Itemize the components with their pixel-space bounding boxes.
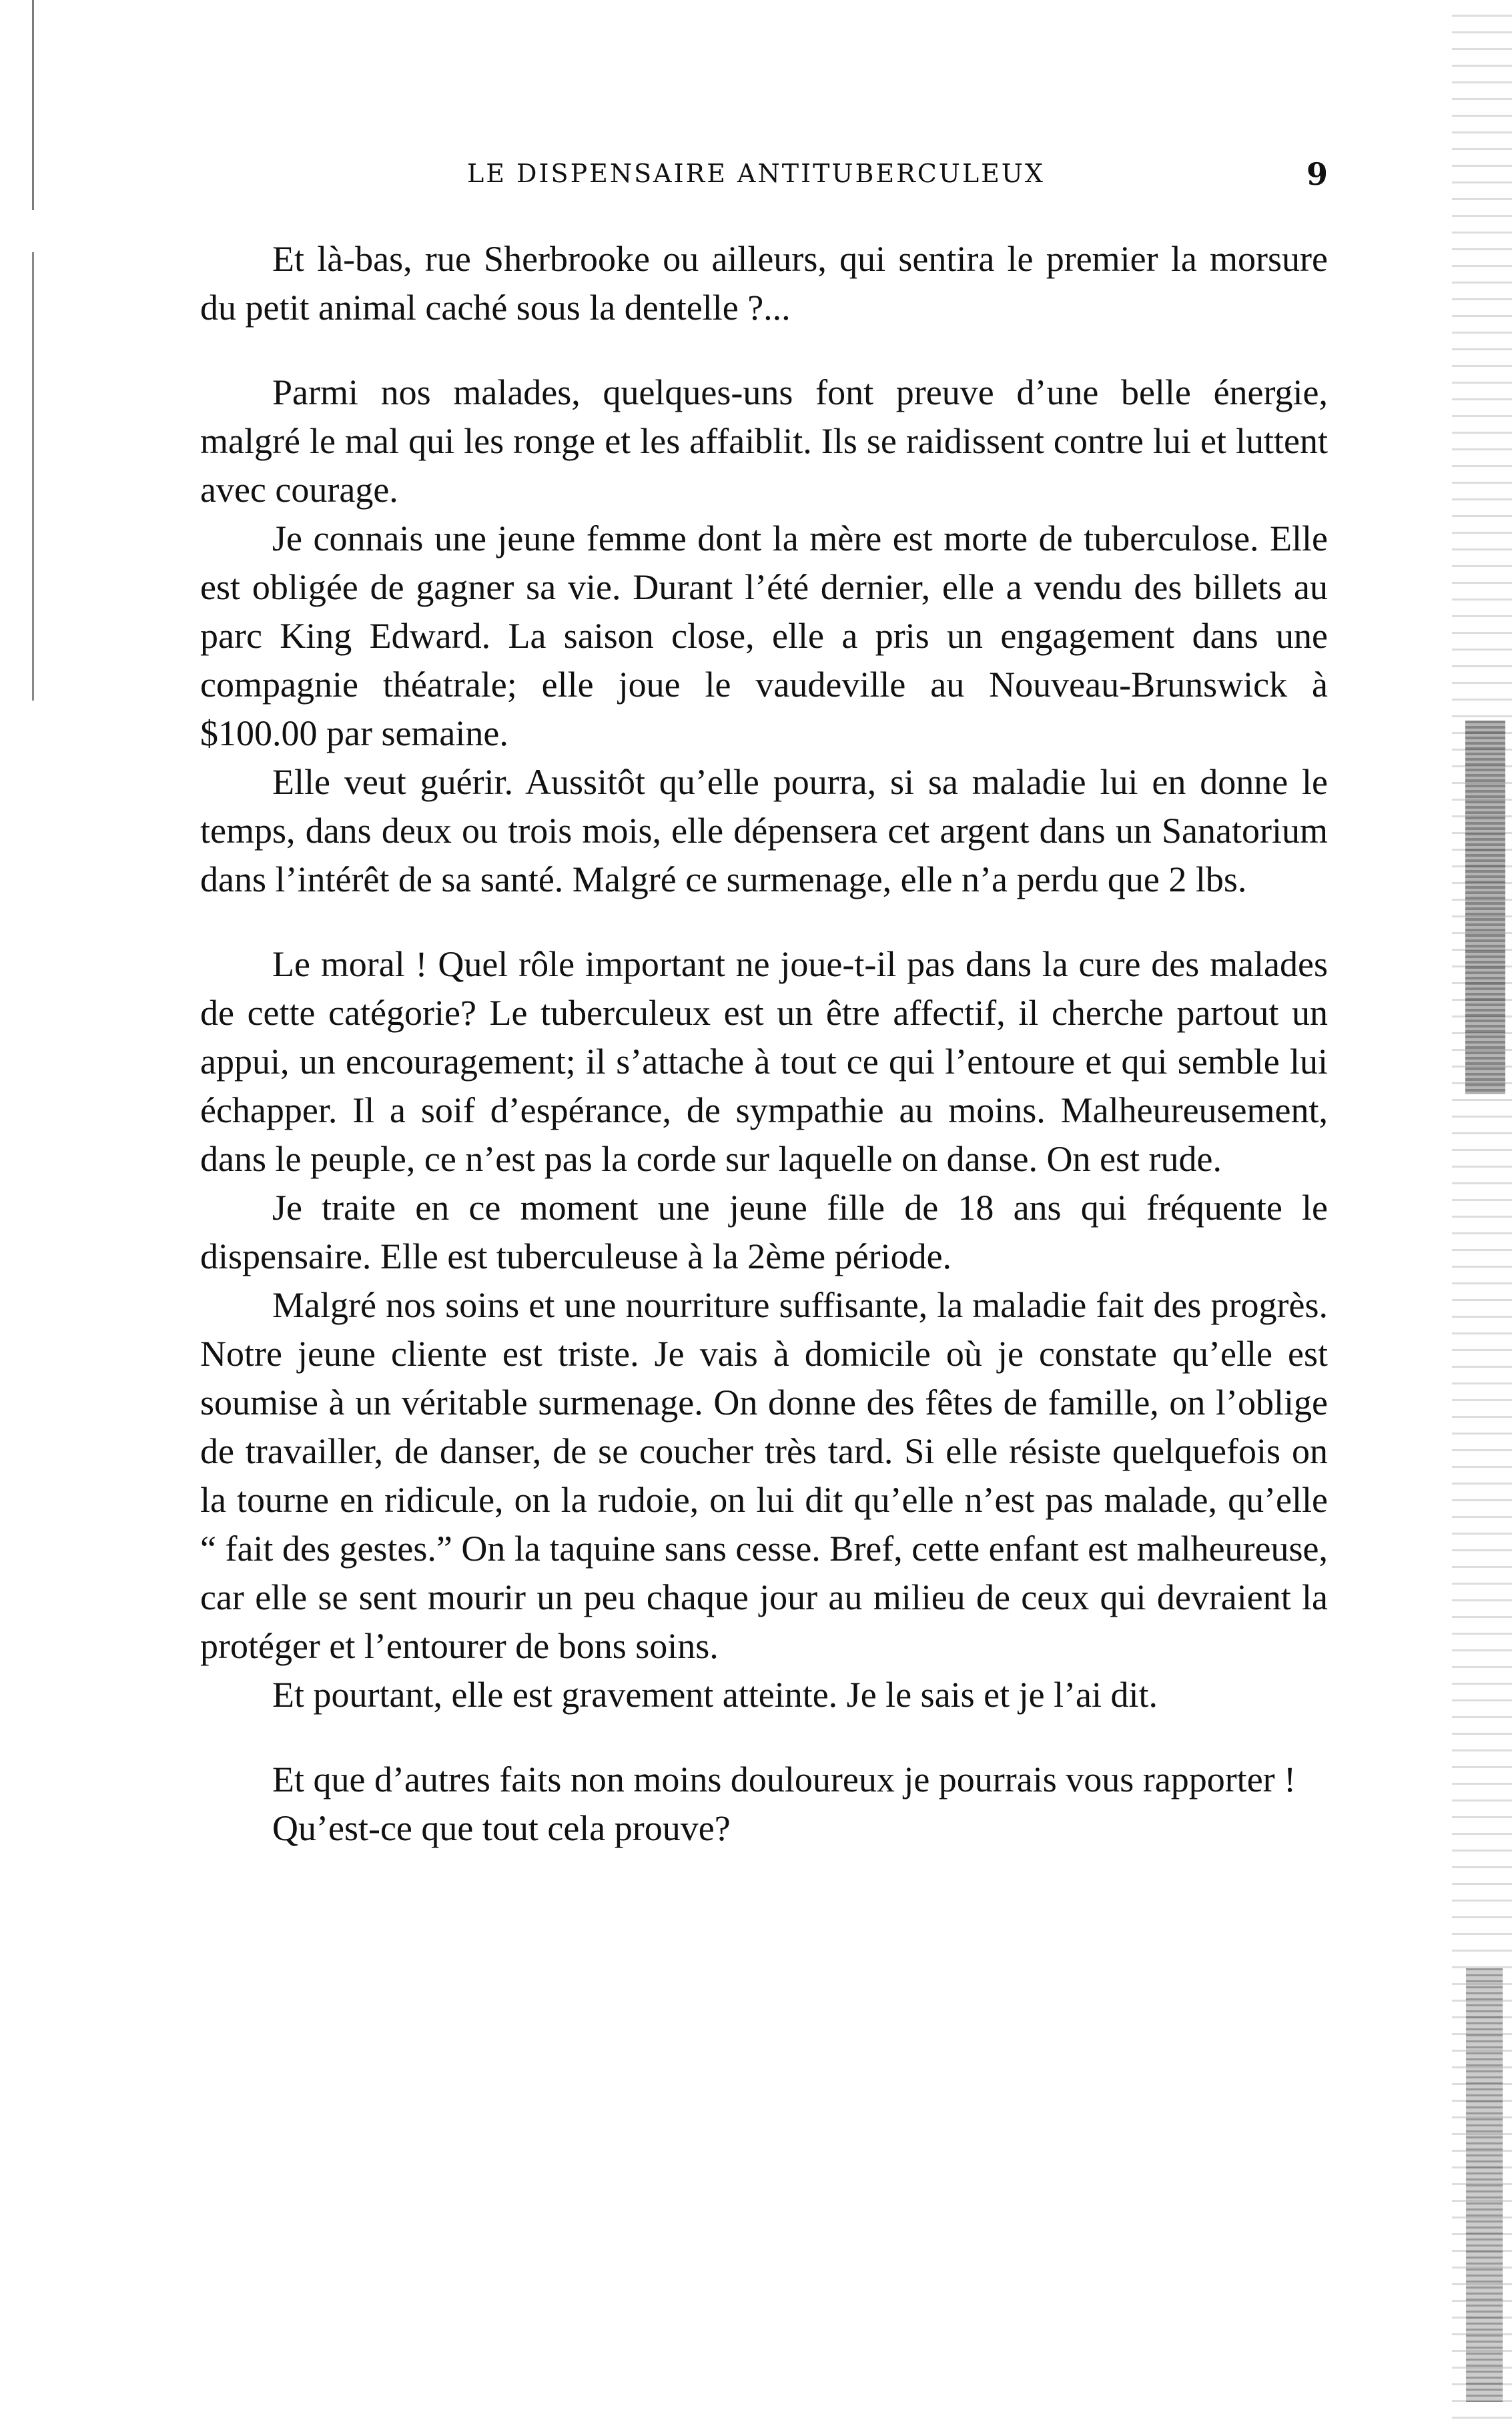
paragraph: Malgré nos soins et une nourriture suffisante, la maladie fait des progrès. Notre jeune cliente est triste. Je vais à domicile où je constate qu’elle est soumise à un véritable surmenage. On donne des fêtes de famille, on l’oblige de travailler, de danser, de se coucher très tard. Si elle résiste quelquefois on la tourne en ridicule, on la rudoie, on lui dit qu’elle n’est pas malade, qu’elle “ fait des gestes.” On la taquine sans cesse. Bref, cette enfant est malheureuse, car elle se sent mourir un peu chaque jour au milieu de ceux qui devraient la protéger et l’entourer de bons soins. <box>200 1285 1328 1666</box>
scan-edge-artifact-dark-lower <box>1466 1968 1503 2402</box>
body-text <box>200 235 1328 1853</box>
running-title: LE DISPENSAIRE ANTITUBERCULEUX <box>467 159 1045 188</box>
paragraph: Qu’est-ce que tout cela prouve? <box>272 1808 731 1848</box>
paragraph: Elle veut guérir. Aussitôt qu’elle pourra, si sa maladie lui en donne le temps, dans deux ou trois mois, elle dépensera cet argent dans un Sanatorium dans l’intérêt de sa santé. Malgré ce surmenage, elle n’a perdu que 2 lbs. <box>200 762 1328 899</box>
paragraph: Je traite en ce moment une jeune fille de 18 ans qui fréquente le dispensaire. Elle est tuberculeuse à la 2ème période. <box>200 1188 1328 1276</box>
paragraph: Et pourtant, elle est gravement atteinte. Je le sais et je l’ai dit. <box>272 1675 1158 1715</box>
scan-edge-artifact-dark <box>1465 721 1505 1094</box>
paragraph: Et là-bas, rue Sherbrooke ou ailleurs, qui sentira le premier la morsure du petit animal caché sous la dentelle ?... <box>200 239 1328 328</box>
scan-margin-line <box>32 0 34 701</box>
paragraph: Et que d’autres faits non moins douloureux je pourrais vous rapporter ! <box>272 1759 1296 1799</box>
paragraph: Parmi nos malades, quelques-uns font preuve d’une belle énergie, malgré le mal qui les ronge et les affaiblit. Ils se raidissent contre lui et luttent avec courage. <box>200 372 1328 510</box>
paragraph: Le moral ! Quel rôle important ne joue-t-il pas dans la cure des malades de cette catégorie? Le tuberculeux est un être affectif, il cherche partout un appui, un encouragement; il s’attache à tout ce qui l’entoure et qui semble lui échapper. Il a soif d’espérance, de sympathie au moins. Malheureusement, dans le peuple, ce n’est pas la corde sur laquelle on danse. On est rude. <box>200 944 1328 1179</box>
running-head <box>467 156 1328 199</box>
paragraph: Je connais une jeune femme dont la mère est morte de tuberculose. Elle est obligée de gagner sa vie. Durant l’été dernier, elle a vendu des billets au parc King Edward. La saison close, elle a pris un engagement dans une compagnie théatrale; elle joue le vaudeville au Nouveau-Brunswick à $100.00 par semaine. <box>200 518 1328 753</box>
page-number: 9 <box>1306 156 1328 192</box>
